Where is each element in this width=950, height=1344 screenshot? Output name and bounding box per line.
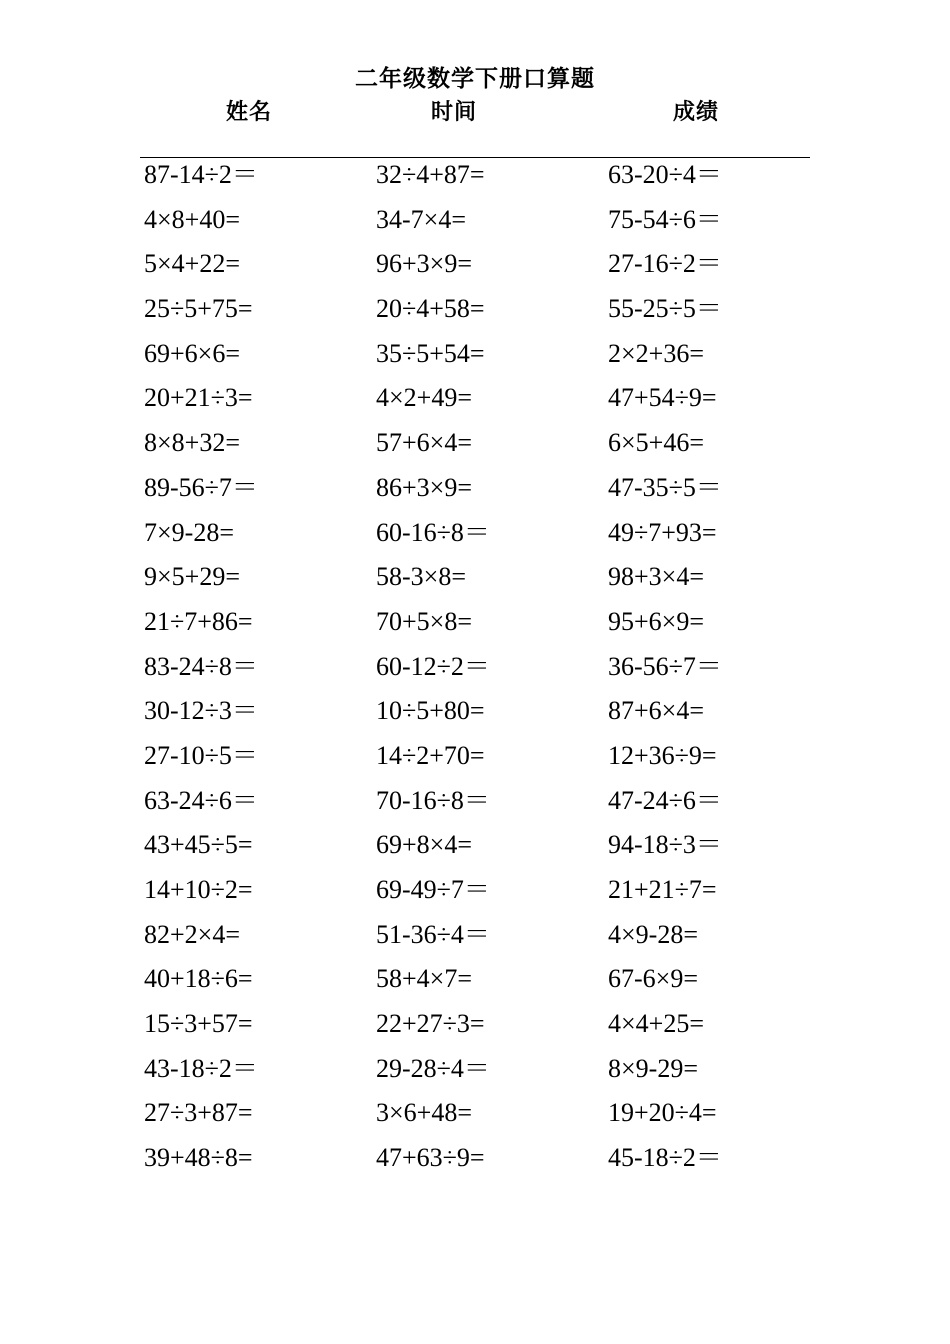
math-problem: 19+20÷4= — [608, 1098, 717, 1128]
math-problem: 35÷5+54= — [376, 338, 485, 368]
math-problem: 47-24÷6＝ — [608, 785, 722, 815]
math-problem: 12+36÷9= — [608, 740, 717, 770]
math-problem: 3×6+48= — [376, 1098, 472, 1128]
score-field-label: 成绩 — [673, 100, 720, 125]
math-problem: 43+45÷5= — [144, 830, 253, 860]
math-problem: 69+8×4= — [376, 830, 472, 860]
math-problem: 4×8+40= — [144, 204, 240, 234]
math-problem: 47+63÷9= — [376, 1143, 485, 1173]
page-title: 二年级数学下册口算题 — [355, 66, 595, 92]
time-field-label: 时间 — [431, 100, 478, 125]
math-problem: 27-16÷2＝ — [608, 249, 722, 279]
math-problem: 69-49÷7＝ — [376, 875, 490, 904]
math-problem: 6×5+46= — [608, 428, 704, 458]
math-problem: 63-20÷4＝ — [608, 160, 722, 189]
math-problem: 60-12÷2＝ — [376, 651, 490, 681]
math-problem: 9×5+29= — [144, 562, 240, 592]
math-problem: 69+6×6= — [144, 338, 240, 368]
math-problem: 14+10÷2= — [144, 875, 253, 904]
math-problem: 20+21÷3= — [144, 383, 253, 413]
math-problem: 87+6×4= — [608, 696, 704, 726]
math-problem: 43-18÷2＝ — [144, 1053, 258, 1083]
math-problem: 27-10÷5＝ — [144, 740, 258, 770]
math-problem: 36-56÷7＝ — [608, 651, 722, 681]
math-problem: 10÷5+80= — [376, 696, 485, 726]
math-problem: 47+54÷9= — [608, 383, 717, 413]
math-problem: 70+5×8= — [376, 606, 472, 636]
math-problem: 45-18÷2＝ — [608, 1143, 722, 1173]
math-problem: 2×2+36= — [608, 338, 704, 368]
math-problem: 95+6×9= — [608, 606, 704, 636]
math-problem: 58+4×7= — [376, 964, 472, 994]
math-problem: 49÷7+93= — [608, 517, 717, 547]
math-problem: 58-3×8= — [376, 562, 466, 592]
math-problem: 4×2+49= — [376, 383, 472, 413]
math-problem: 27÷3+87= — [144, 1098, 253, 1128]
math-problem: 21+21÷7= — [608, 875, 717, 904]
math-problem: 83-24÷8＝ — [144, 651, 258, 681]
math-problem: 82+2×4= — [144, 919, 240, 949]
math-problem: 39+48÷8= — [144, 1143, 253, 1173]
math-problem: 20÷4+58= — [376, 294, 485, 324]
math-problem: 51-36÷4＝ — [376, 919, 490, 949]
math-problem: 8×8+32= — [144, 428, 240, 458]
math-problem: 5×4+22= — [144, 249, 240, 279]
math-problem: 4×4+25= — [608, 1009, 704, 1039]
math-problem: 60-16÷8＝ — [376, 517, 490, 547]
math-problem: 14÷2+70= — [376, 740, 485, 770]
math-problem: 4×9-28= — [608, 919, 698, 949]
math-problem: 47-35÷5＝ — [608, 472, 722, 502]
math-problem: 40+18÷6= — [144, 964, 253, 994]
math-problem: 70-16÷8＝ — [376, 785, 490, 815]
math-problem: 30-12÷3＝ — [144, 696, 258, 726]
math-problem: 21÷7+86= — [144, 606, 253, 636]
math-problem: 63-24÷6＝ — [144, 785, 258, 815]
math-problem: 8×9-29= — [608, 1053, 698, 1083]
math-problem: 57+6×4= — [376, 428, 472, 458]
math-problem: 7×9-28= — [144, 517, 234, 547]
math-problem: 22+27÷3= — [376, 1009, 485, 1039]
math-problem: 67-6×9= — [608, 964, 698, 994]
math-problem: 29-28÷4＝ — [376, 1053, 490, 1083]
math-problem: 86+3×9= — [376, 472, 472, 502]
math-problem: 96+3×9= — [376, 249, 472, 279]
math-problem: 87-14÷2＝ — [144, 160, 258, 189]
math-problem: 32÷4+87= — [376, 160, 485, 189]
math-problem: 98+3×4= — [608, 562, 704, 592]
name-field-label: 姓名 — [226, 100, 273, 125]
math-problem: 55-25÷5＝ — [608, 294, 722, 324]
math-problem: 15÷3+57= — [144, 1009, 253, 1039]
math-problem: 34-7×4= — [376, 204, 466, 234]
problem-grid — [144, 153, 794, 1181]
math-problem: 25÷5+75= — [144, 294, 253, 324]
math-problem: 89-56÷7＝ — [144, 472, 258, 502]
math-problem: 94-18÷3＝ — [608, 830, 722, 860]
math-problem: 75-54÷6＝ — [608, 204, 722, 234]
